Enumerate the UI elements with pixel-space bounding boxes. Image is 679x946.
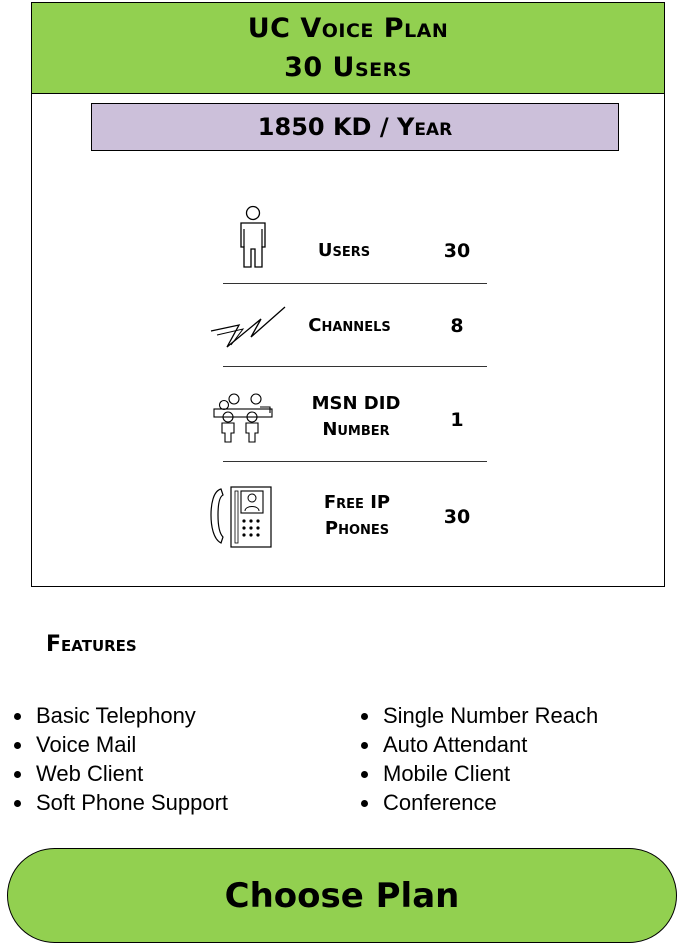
spec-row-msn-did <box>32 383 664 458</box>
spec-value-ip-phones: 30 <box>443 506 471 528</box>
features-list-right <box>359 701 598 817</box>
features-title: Features <box>46 632 137 657</box>
feature-item: Conference <box>359 788 598 817</box>
spec-value-users: 30 <box>443 240 471 262</box>
feature-item: Auto Attendant <box>359 730 598 759</box>
divider <box>223 461 487 462</box>
spec-row-users <box>32 203 664 283</box>
spec-value-channels: 8 <box>450 315 464 337</box>
spec-label-ip-phones <box>294 490 420 542</box>
group-icon <box>210 391 276 443</box>
choose-plan-button[interactable] <box>7 848 677 943</box>
divider <box>223 366 487 367</box>
spec-label-msn-did-line1: MSN DID <box>311 393 401 414</box>
spec-row-ip-phones <box>32 478 664 558</box>
spec-value-msn-did: 1 <box>450 409 464 431</box>
feature-item: Mobile Client <box>359 759 598 788</box>
plan-header <box>32 3 664 94</box>
feature-item: Soft Phone Support <box>12 788 228 817</box>
plan-subtitle: 30 Users <box>284 52 412 83</box>
spec-label-ip-phones-line1: Free IP <box>323 492 391 513</box>
spec-row-channels <box>32 293 664 363</box>
spec-label-users: Users <box>317 240 371 261</box>
feature-item: Basic Telephony <box>12 701 228 730</box>
ip-phone-icon <box>209 483 273 549</box>
plan-title: UC Voice Plan <box>247 13 449 44</box>
divider <box>223 283 487 284</box>
spec-label-channels: Channels <box>308 315 391 336</box>
price-label: 1850 KD / Year <box>257 113 453 141</box>
feature-item: Single Number Reach <box>359 701 598 730</box>
spec-label-msn-did <box>294 391 418 443</box>
spec-label-ip-phones-line2: Phones <box>324 518 390 539</box>
price-bar <box>91 103 619 151</box>
lightning-icon <box>209 301 287 351</box>
choose-plan-label: Choose Plan <box>224 875 460 916</box>
feature-item: Web Client <box>12 759 228 788</box>
person-icon <box>235 205 271 269</box>
feature-item: Voice Mail <box>12 730 228 759</box>
spec-label-msn-did-line2: Number <box>322 419 390 440</box>
plan-card <box>31 2 665 587</box>
features-list-left <box>12 701 228 817</box>
